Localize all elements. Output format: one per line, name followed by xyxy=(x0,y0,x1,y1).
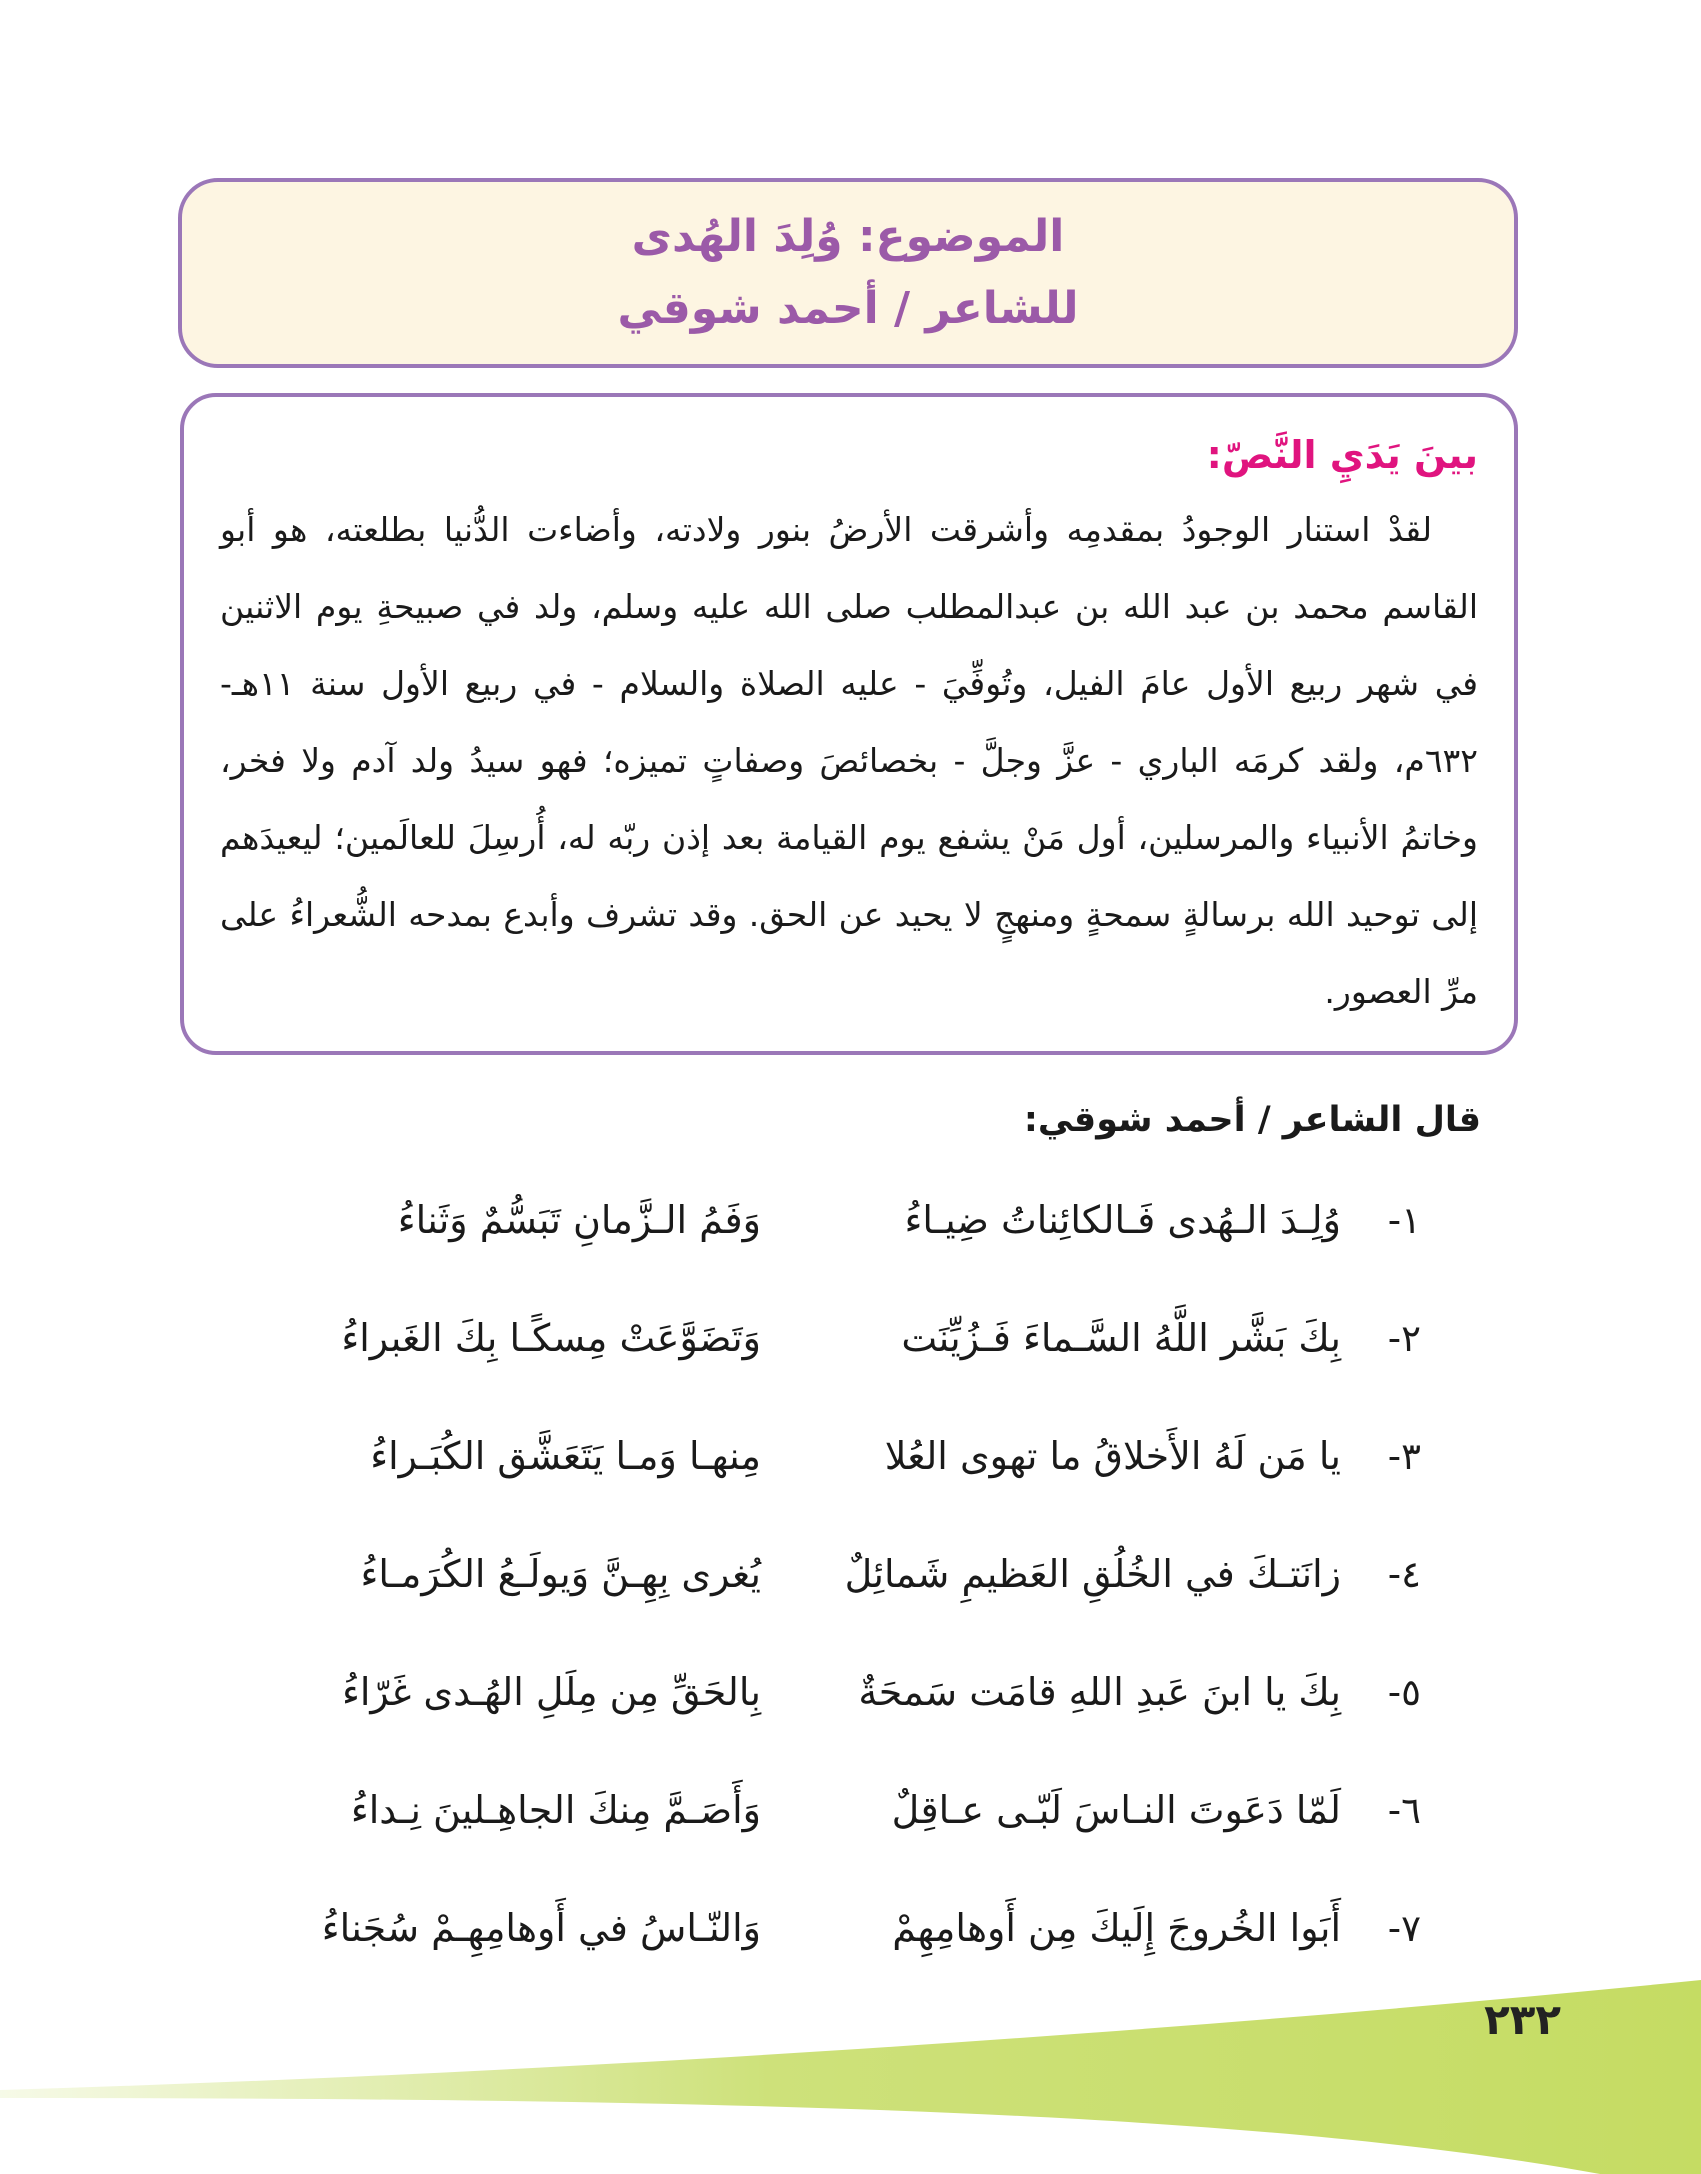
verse-number: ٧- xyxy=(1387,1906,1421,1950)
verse-second-hemistich: وَتَضَوَّعَتْ مِسكًـا بِكَ الغَبراءُ xyxy=(341,1316,761,1360)
verse-number: ٢- xyxy=(1387,1316,1421,1360)
verse-number: ٥- xyxy=(1387,1670,1421,1714)
verse-row xyxy=(301,1188,1421,1252)
verse-second-hemistich: يُغرى بِهِـنَّ وَيولَـعُ الكُرَمـاءُ xyxy=(360,1552,761,1596)
verse-first-hemistich: بِكَ بَشَّر اللَّهُ السَّـماءَ فَـزُيِّنَت xyxy=(901,1316,1341,1360)
verse-number: ١- xyxy=(1387,1198,1421,1242)
poet-credit: للشاعر / أحمد شوقي xyxy=(617,283,1079,334)
intro-box xyxy=(180,393,1518,1055)
verse-second-hemistich: بِالحَقِّ مِن مِلَلِ الهُـدى غَرّاءُ xyxy=(341,1670,761,1714)
verse-first-hemistich: بِكَ يا ابنَ عَبدِ اللهِ قامَت سَمحَةٌ xyxy=(858,1670,1341,1714)
poem-intro: قال الشاعر / أحمد شوقي: xyxy=(1023,1100,1481,1140)
verse-number: ٦- xyxy=(1387,1788,1421,1832)
verse-row xyxy=(301,1424,1421,1488)
verse-row xyxy=(301,1542,1421,1606)
verse-first-hemistich: لَمّا دَعَوتَ النـاسَ لَبّـى عـاقِلٌ xyxy=(891,1788,1341,1832)
verse-row xyxy=(301,1896,1421,1960)
footer-band xyxy=(0,1980,1701,2174)
intro-heading: بينَ يَدَيِ النَّصّ: xyxy=(1206,433,1478,477)
verse-row xyxy=(301,1660,1421,1724)
verse-number: ٣- xyxy=(1387,1434,1421,1478)
page-number: ٢٣٢ xyxy=(1484,1995,1561,2044)
verse-second-hemistich: وَالنّـاسُ في أَوهامِهِـمْ سُجَناءُ xyxy=(321,1906,761,1950)
intro-paragraph: لقدْ استنار الوجودُ بمقدمِه وأشرقت الأرضُ بنور ولادته، وأضاءت الدُّنيا بطلعته، هو أبو القاسم محمد بن عبد الله بن عبدالمطلب صلى الله عليه وسلم، ولد في صبيحةِ يوم الاثنين في شهر ربيع الأول عامَ الفيل، وتُوفِّيَ - عليه الصلاة والسلام - في ربيع الأول سنة ١١هـ- ٦٣٢م، ولقد كرمَه الباري - عزَّ وجلَّ - بخصائصَ وصفاتٍ تميزه؛ فهو سيدُ ولد آدم ولا فخر، وخاتمُ الأنبياء والمرسلين، أول مَنْ يشفع يوم القيامة بعد إذن ربّه له، أُرسِلَ للعالَمين؛ ليعيدَهم إلى توحيد الله برسالةٍ سمحةٍ ومنهجٍ لا يحيد عن الحق. وقد تشرف وأبدع بمدحه الشُّعراءُ على مرِّ العصور. xyxy=(220,510,1478,1011)
verse-first-hemistich: وُلِـدَ الـهُدى فَـالكائِناتُ ضِيـاءُ xyxy=(904,1198,1341,1242)
lesson-topic: الموضوع: وُلِدَ الهُدى xyxy=(631,211,1065,262)
verse-row xyxy=(301,1778,1421,1842)
verse-first-hemistich: يا مَن لَهُ الأَخلاقُ ما تهوى العُلا xyxy=(884,1434,1341,1478)
verse-second-hemistich: وَفَمُ الـزَّمانِ تَبَسُّمٌ وَثَناءُ xyxy=(397,1198,761,1242)
verse-first-hemistich: أَبَوا الخُروجَ إِلَيكَ مِن أَوهامِهِمْ xyxy=(892,1906,1341,1950)
verse-number: ٤- xyxy=(1387,1552,1421,1596)
footer-band-shape xyxy=(0,1980,1701,2174)
verse-first-hemistich: زانَتـكَ في الخُلُقِ العَظيمِ شَمائِلٌ xyxy=(844,1552,1341,1596)
title-box xyxy=(178,178,1518,368)
verse-row xyxy=(301,1306,1421,1370)
verse-second-hemistich: وَأَصَـمَّ مِنكَ الجاهِـلينَ نِـداءُ xyxy=(350,1788,761,1832)
verse-second-hemistich: مِنهـا وَمـا يَتَعَشَّق الكُبَـراءُ xyxy=(370,1434,761,1478)
